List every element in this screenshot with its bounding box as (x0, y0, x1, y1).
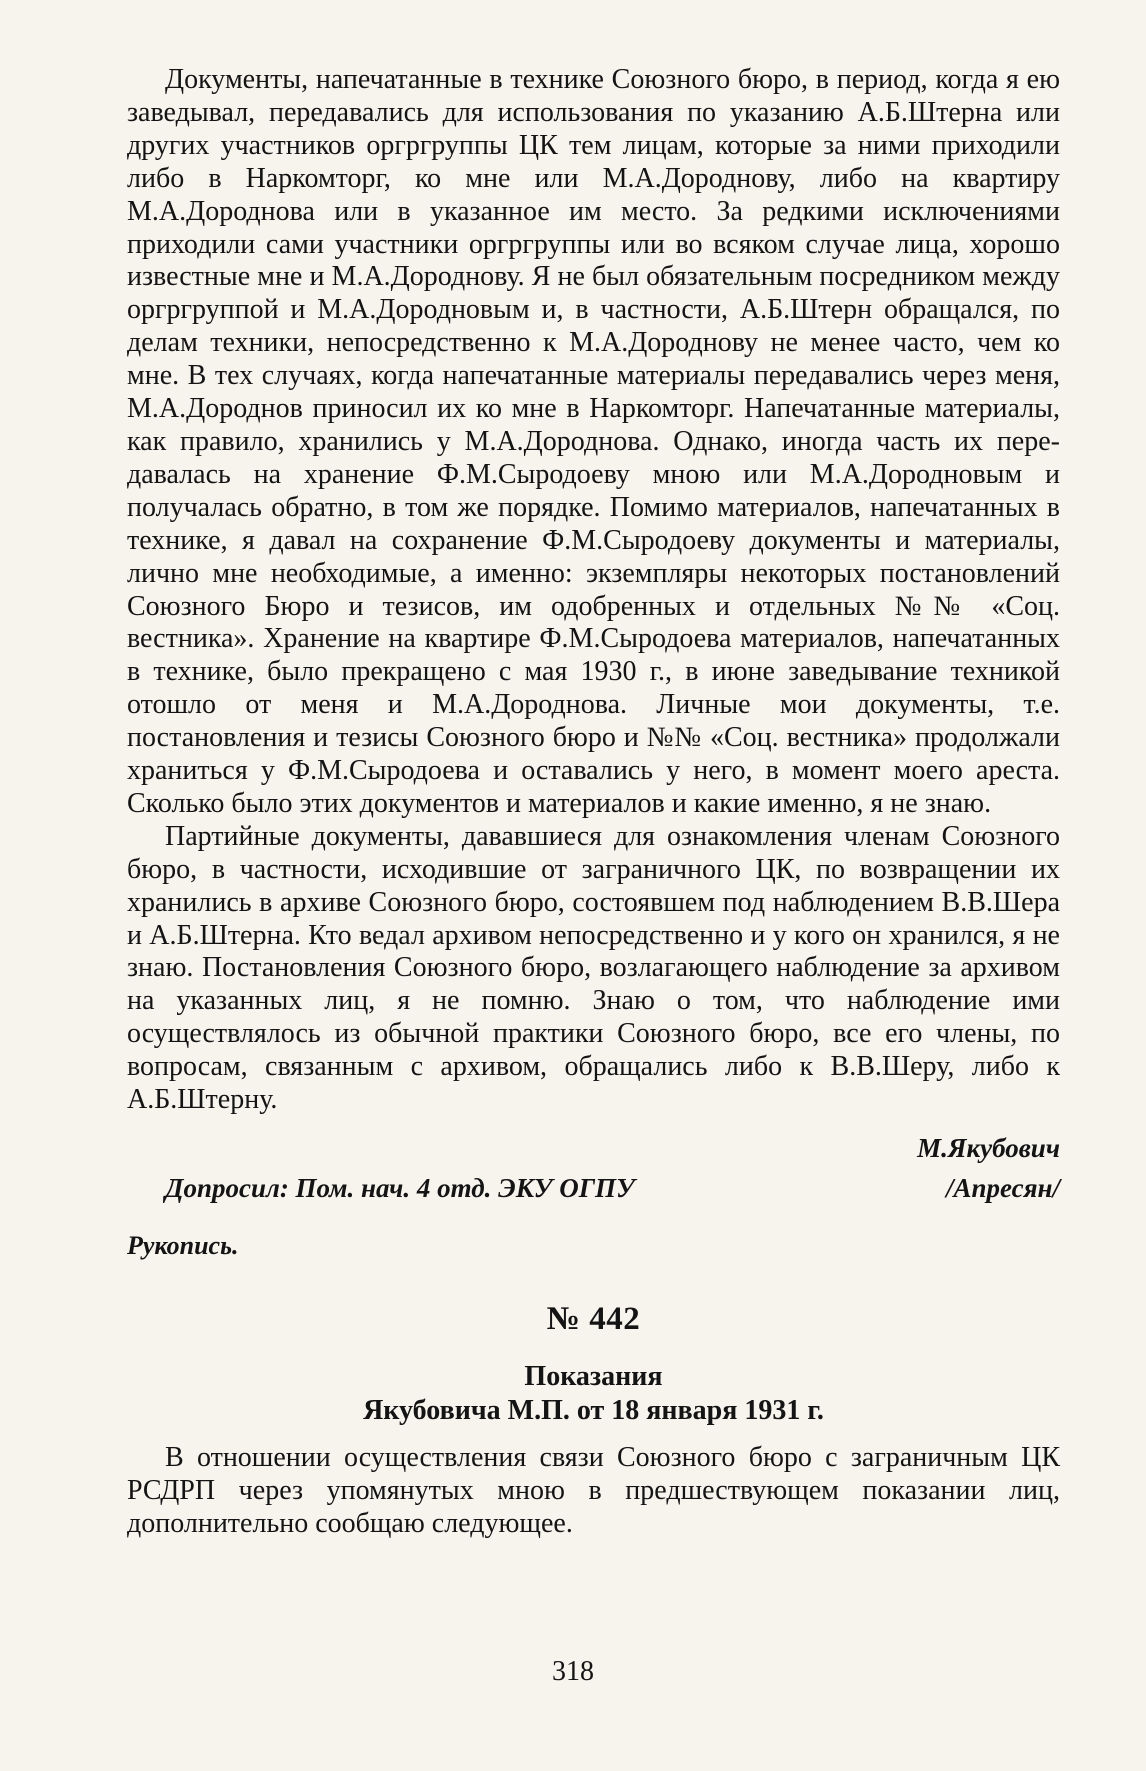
page-number: 318 (552, 1656, 594, 1687)
source-note: Рукопись. (127, 1231, 239, 1260)
interrogated-by: Допросил: Пом. нач. 4 отд. ЭКУ ОГПУ (165, 1173, 635, 1203)
document-page (127, 64, 1060, 1541)
interrogator-name: /Апресян/ (945, 1173, 1060, 1203)
paragraph-party-documents: Партийные документы, дававшиеся для ознакомления членам Союзного бюро, в частности, исходившие от заграничного ЦК, по возвращении их хранились в архиве Союзного бюро, состоявшем под наблюдением В.В.Шера и А.Б.Штерна. Кто ведал архивом непосредственно и у кого он хранился, я не знаю. Постановления Союзного бюро, возлагающего наблюдение за архивом на указанных лиц, я не помню. Знаю о том, что наблюдение ими осуществлялось из обычной практики Союзного бюро, все его члены, по вопросам, связанным с архивом, обращались либо к В.В.Шеру, либо к А.Б.Штерну. (127, 820, 1060, 1116)
signature-block (127, 1133, 1060, 1217)
document-title (127, 1360, 1060, 1428)
paragraph-documents: Документы, напечатанные в технике Союзного бюро, в период, когда я ею заведывал, передавались для использования по указанию А.Б.Штерна или других участников оргргруппы ЦК тем лицам, которые за ними приходили либо в Наркомторг, ко мне или М.А.Дороднову, либо на квартиру М.А.Дороднова или в указанное им место. За редкими исключениями приходили сами участники оргргруппы или во всяком случае лица, хорошо известные мне и М.А.Дороднову. Я не был обязательным посредником между оргргруппой и М.А.Дородновым и, в частности, А.Б.Штерн обращался, по делам техники, непосредственно к М.А.Дороднову не менее часто, чем ко мне. В тех случаях, когда напечатанные материалы передавались через меня, М.А.Дороднов приносил их ко мне в Наркомторг. Напечатанные материалы, как правило, хранились у М.А.Дороднова. Однако, иногда часть их передавалась на хранение Ф.М.Сыродоеву мною или М.А.Дородновым и получалась обратно, в том же порядке. Помимо материалов, напечатанных в технике, я давал на сохранение Ф.М.Сыродоеву документы и материалы, лично мне необходимые, а именно: экземпляры некоторых постановлений Союзного Бюро и тезисов, им одобренных и отдельных №№ «Соц. вестника». Хранение на квартире Ф.М.Сыродоева материалов, напечатанных в технике, было прекращено с мая 1930 г., в июне заведывание техникой отошло от меня и М.А.Дороднова. Личные мои документы, т.е. постановления и тезисы Союзного бюро и №№ «Соц. вестника» продолжали храниться у Ф.М.Сыродоева и оставались у него, в момент моего ареста. Сколько было этих документов и материалов и какие именно, я не знаю. (127, 64, 1060, 819)
document-title-line-1: Показания (524, 1361, 663, 1392)
signature-name: М.Якубович (917, 1133, 1060, 1163)
document-number: № 442 (546, 1301, 641, 1337)
paragraph-next-document: В отношении осуществления связи Союзного бюро с заграничным ЦК РСДРП через упомянутых мною в предшествующем показании лиц, дополнительно сообщаю следующее. (127, 1442, 1060, 1539)
document-title-line-2: Якубовича М.П. от 18 января 1931 г. (363, 1395, 824, 1426)
